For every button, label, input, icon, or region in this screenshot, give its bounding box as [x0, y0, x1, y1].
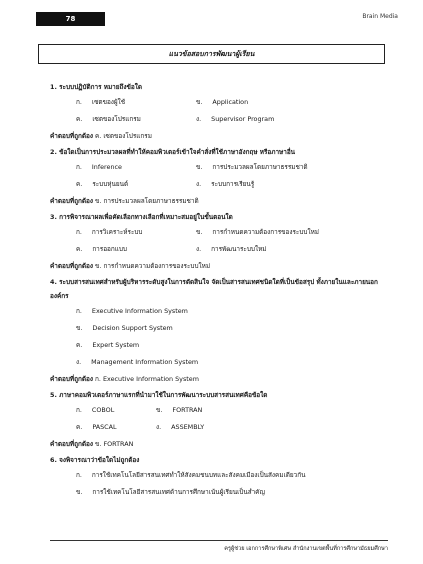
option-letter: ก.	[76, 163, 82, 171]
answer-line	[50, 128, 390, 145]
option-item	[76, 484, 366, 501]
options-grid	[76, 159, 390, 193]
option-text: Supervisor Program	[211, 115, 275, 123]
option-item	[76, 224, 196, 241]
answer-line	[50, 371, 390, 388]
footer-text: ครูผู้ช่วย เอกการศึกษาพิเศษ สำนักงานเขตพื้นที่การศึกษามัธยมศึกษา	[224, 546, 388, 552]
option-text: การใช้เทคโนโลยีสารสนเทศทำให้สังคมชนบทและสังคมเมืองเป็นสังคมเดียวกัน	[91, 471, 306, 479]
option-text: ASSEMBLY	[171, 423, 205, 431]
option-letter: ค.	[76, 341, 83, 349]
option-text: ระบบการเรียนรู้	[211, 180, 255, 188]
option-item	[76, 303, 366, 320]
option-item	[76, 159, 196, 176]
option-item	[76, 402, 156, 419]
option-item	[76, 94, 196, 111]
answer-line	[50, 193, 390, 210]
answer-label: คำตอบที่ถูกต้อง	[50, 132, 93, 140]
answer-label: คำตอบที่ถูกต้อง	[50, 440, 93, 448]
option-item	[76, 354, 366, 371]
answer-value: ข. FORTRAN	[95, 440, 134, 448]
option-letter: ก.	[76, 406, 82, 414]
option-item	[196, 241, 366, 258]
option-text: ระบบหุ่นยนต์	[92, 180, 129, 188]
option-text: การใช้เทคโนโลยีสารสนเทศด้านการศึกษาเน้นผู้เรียนเป็นสำคัญ	[92, 488, 265, 496]
options-grid	[76, 303, 390, 371]
option-text: Expert System	[92, 341, 140, 349]
answer-value: ก. Executive Information System	[95, 375, 199, 383]
option-text: การพัฒนาระบบใหม่	[211, 245, 267, 253]
option-letter: ก.	[76, 471, 82, 479]
option-letter: ง.	[76, 358, 82, 366]
option-letter: ค.	[76, 245, 83, 253]
answer-line	[50, 436, 390, 453]
answer-label: คำตอบที่ถูกต้อง	[50, 262, 93, 270]
option-text: เซตของผู้ใช้	[91, 98, 126, 106]
option-letter: ข.	[76, 324, 83, 332]
answer-line	[50, 258, 390, 275]
question-text: 2. ข้อใดเป็นการประมวลผลที่ทำให้คอมพิวเตอร์เข้าใจคำสั่งที่ใช้ภาษาอังกฤษ หรือภาษาอื่น	[50, 148, 296, 156]
option-letter: ข.	[76, 488, 83, 496]
question-text: 1. ระบบปฏิบัติการ หมายถึงข้อใด	[50, 83, 142, 91]
question-text: 5. ภาษาคอมพิวเตอร์ภาษาแรกที่นำมาใช้ในการพัฒนาระบบสารสนเทศคือข้อใด	[50, 391, 268, 399]
option-letter: ค.	[76, 115, 83, 123]
options-grid	[76, 402, 390, 436]
option-text: Management Information System	[91, 358, 199, 366]
option-letter: ง.	[156, 423, 162, 431]
option-text: COBOL	[91, 406, 115, 414]
options-grid	[76, 94, 390, 128]
footer-divider	[50, 540, 388, 541]
option-letter: ง.	[196, 115, 202, 123]
option-letter: ก.	[76, 98, 82, 106]
option-text: Decision Support System	[92, 324, 173, 332]
option-text: การออกแบบ	[92, 245, 127, 253]
option-text: เซตของโปรแกรม	[92, 115, 141, 123]
option-item	[196, 224, 366, 241]
option-item	[196, 94, 366, 111]
option-letter: ก.	[76, 228, 82, 236]
option-text: Inference	[91, 163, 122, 171]
option-item	[76, 111, 196, 128]
option-text: PASCAL	[92, 423, 117, 431]
option-item	[76, 176, 196, 193]
answer-label: คำตอบที่ถูกต้อง	[50, 375, 93, 383]
options-grid	[76, 224, 390, 258]
option-item	[196, 176, 366, 193]
option-letter: ข.	[156, 406, 163, 414]
question-list	[50, 80, 390, 501]
option-item	[76, 320, 366, 337]
option-letter: ง.	[196, 180, 202, 188]
option-item	[76, 337, 366, 354]
option-text: FORTRAN	[172, 406, 203, 414]
option-item	[196, 111, 366, 128]
answer-value: ข. การกำหนดความต้องการของระบบใหม่	[95, 262, 211, 270]
option-letter: ข.	[196, 98, 203, 106]
question-text: 3. การพิจารณาผลเพื่อคัดเลือกทางเลือกที่เหมาะสมอยู่ในขั้นตอนใด	[50, 213, 233, 221]
option-letter: ก.	[76, 307, 82, 315]
option-item	[196, 159, 366, 176]
publisher-name: Brain Media	[362, 13, 398, 20]
option-item	[76, 419, 156, 436]
options-grid	[76, 467, 390, 501]
answer-value: ข. การประมวลผลโดยภาษาธรรมชาติ	[95, 197, 199, 205]
page-number: 78	[36, 12, 105, 26]
option-item	[76, 467, 366, 484]
option-letter: ค.	[76, 180, 83, 188]
question-text: 4. ระบบสารสนเทศสำหรับผู้บริหารระดับสูงในการตัดสินใจ จัดเป็นสารสนเทศชนิดใดที่เป็นข้อสรุป ทั้งภายในและภายนอกองค์กร	[50, 278, 378, 300]
option-letter: ข.	[196, 228, 203, 236]
option-text: การวิเคราะห์ระบบ	[91, 228, 143, 236]
option-text: การกำหนดความต้องการของระบบใหม่	[212, 228, 319, 236]
option-letter: ง.	[196, 245, 202, 253]
option-item	[76, 241, 196, 258]
option-text: การประมวลผลโดยภาษาธรรมชาติ	[212, 163, 308, 171]
option-letter: ข.	[196, 163, 203, 171]
answer-label: คำตอบที่ถูกต้อง	[50, 197, 93, 205]
option-item	[156, 402, 326, 419]
question-text: 6. จงพิจารณาว่าข้อใดไม่ถูกต้อง	[50, 456, 140, 464]
option-text: Application	[212, 98, 249, 106]
page-title: แนวข้อสอบการพัฒนาผู้เรียน	[38, 44, 385, 64]
option-letter: ค.	[76, 423, 83, 431]
option-text: Executive Information System	[91, 307, 188, 315]
option-item	[156, 419, 326, 436]
answer-value: ค. เซตของโปรแกรม	[95, 132, 152, 140]
